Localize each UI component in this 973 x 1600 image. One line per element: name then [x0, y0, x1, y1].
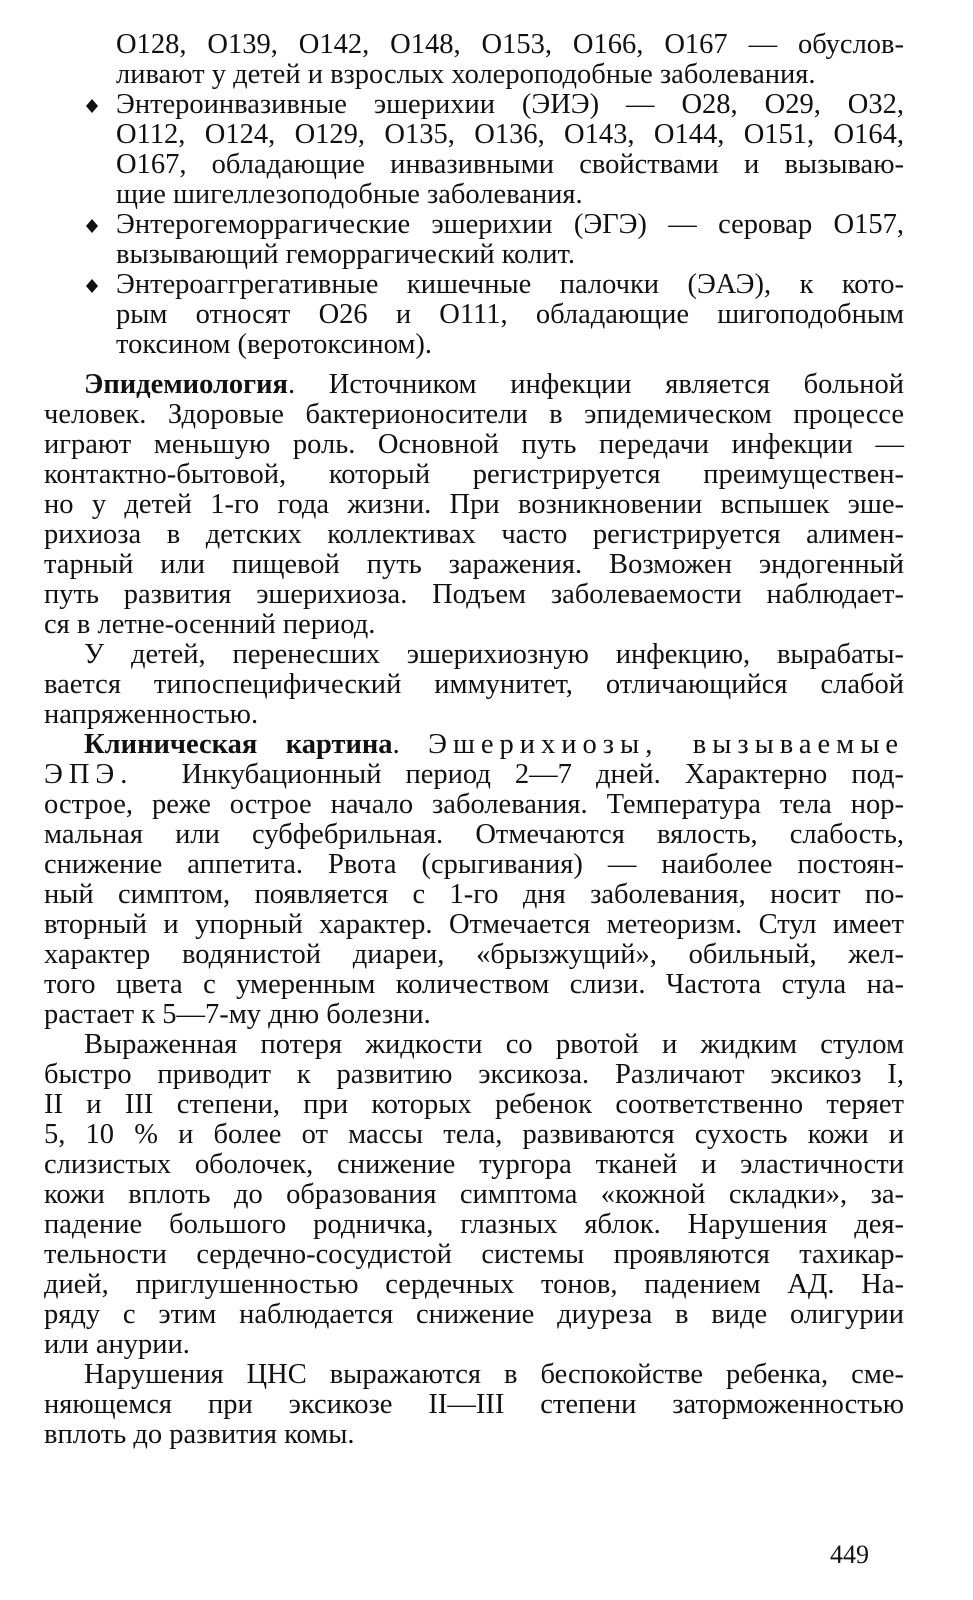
text-line: дией, приглушенностью сердечных тонов, падением АД. На-: [44, 1269, 904, 1300]
text-line: снижение аппетита. Рвота (срыгивания) — наиболее постоян-: [44, 849, 904, 880]
text-line: Энтероаггрегативные кишечные палочки (ЭАЭ), к кото-: [116, 269, 904, 300]
paragraph-clinical: [44, 730, 904, 1030]
text-line: напряженностью.: [44, 699, 259, 730]
section-heading-epidemiology: Эпидемиология: [84, 369, 288, 400]
text-line: контактно-бытовой, который регистрируется преимуществен-: [44, 459, 904, 490]
diamond-bullet-icon: [86, 90, 106, 113]
text-line: токсином (веротоксином).: [116, 329, 433, 360]
text-line: Выраженная потеря жидкости со рвотой и жидким стулом: [84, 1029, 904, 1060]
text-line: рым относят O26 и O111, обладающие шигоподобным: [116, 299, 904, 330]
text-line: O167, обладающие инвазивными свойствами и вызываю-: [116, 149, 904, 180]
text-line: . Источником инфекции является больной: [287, 369, 904, 400]
text-line: мальная или субфебрильная. Отмечаются вялость, слабость,: [44, 819, 904, 850]
text-line: человек. Здоровые бактерионосители в эпидемическом процессе: [44, 399, 904, 430]
text-line: но у детей 1-го года жизни. При возникновении вспышек эше-: [44, 489, 904, 520]
text-line: O112, O124, O129, O135, O136, O143, O144, O151, O164,: [116, 119, 904, 150]
text-line: ливают у детей и взрослых холероподобные заболевания.: [116, 59, 816, 90]
text-line: Энтероинвазивные эшерихии (ЭИЭ) — O28, O29, O32,: [116, 89, 904, 120]
text-line: ряду с этим наблюдается снижение диуреза в виде олигурии: [44, 1299, 904, 1330]
list-item: [44, 210, 904, 270]
text-line: [44, 760, 904, 790]
paragraph-epidemiology: [44, 370, 904, 640]
text-line: Инкубационный период 2—7 дней. Характерно под-: [181, 759, 905, 790]
paragraph-immunity: [44, 640, 904, 730]
text-line: тарный или пищевой путь заражения. Возможен эндогенный: [44, 549, 904, 580]
text-line: У детей, перенесших эшерихиозную инфекцию, вырабаты-: [84, 639, 904, 670]
text-line: щие шигеллезоподобные заболевания.: [116, 179, 583, 210]
text-line: слизистых оболочек, снижение тургора тканей и эластичности: [44, 1149, 904, 1180]
text-line: [44, 730, 904, 760]
text-line: вторный и упорный характер. Отмечается метеоризм. Стул имеет: [44, 909, 904, 940]
diamond-bullet-icon: [86, 210, 106, 233]
text-line: O128, O139, O142, O148, O153, O166, O167 — обуслов-: [116, 29, 904, 60]
text-line: вается типоспецифический иммунитет, отличающийся слабой: [44, 669, 904, 700]
text-line: путь развития эшерихиоза. Подъем заболеваемости наблюдает-: [44, 579, 904, 610]
diamond-bullet-icon: [86, 270, 106, 293]
text-line: вызывающий геморрагический колит.: [116, 239, 575, 270]
text-line: или анурии.: [44, 1329, 190, 1360]
paragraph-cns: [44, 1360, 904, 1450]
section-heading-clinical: Клиническая картина: [84, 729, 393, 760]
text-line: того цвета с умеренным количеством слизи. Частота стула на-: [44, 969, 904, 1000]
page-number: 449: [830, 1540, 869, 1569]
text-line: няющемся при эксикозе II—III степени заторможенностью: [44, 1389, 904, 1420]
list-item: [44, 90, 904, 210]
list-continuation: [44, 30, 904, 90]
text-line: [44, 370, 904, 400]
text-line: рихиоза в детских коллективах часто регистрируется алимен-: [44, 519, 904, 550]
text-line: вплоть до развития комы.: [44, 1419, 355, 1450]
text-line: быстро приводит к развитию эксикоза. Различают эксикоз I,: [44, 1059, 904, 1090]
text-line: характер водянистой диареи, «брызжущий», обильный, жел-: [44, 939, 904, 970]
text-line: ся в летне-осенний период.: [44, 609, 376, 640]
text-line: 5, 10 % и более от массы тела, развиваются сухость кожи и: [44, 1119, 904, 1150]
text-line: падение большого родничка, глазных яблок. Нарушения дея-: [44, 1209, 904, 1240]
text-line: растает к 5—7-му дню болезни.: [44, 999, 431, 1030]
text-line: играют меньшую роль. Основной путь передачи инфекции —: [44, 429, 904, 460]
text-line: ный симптом, появляется с 1-го дня заболевания, носит по-: [44, 879, 904, 910]
text-line: Энтерогеморрагические эшерихии (ЭГЭ) — серовар O157,: [116, 209, 904, 240]
text-line: Нарушения ЦНС выражаются в беспокойстве ребенка, сме-: [84, 1359, 904, 1390]
text-line: кожи вплоть до образования симптома «кожной складки», за-: [44, 1179, 904, 1210]
text-line: тельности сердечно-сосудистой системы проявляются тахикар-: [44, 1239, 904, 1270]
spaced-subheading: Эшерихиозы, вызываемые: [428, 729, 905, 760]
text-line: II и III степени, при которых ребенок соответственно теряет: [44, 1089, 904, 1120]
spaced-subheading: ЭПЭ.: [44, 759, 134, 790]
list-item: [44, 270, 904, 360]
paragraph-exsiccosis: [44, 1030, 904, 1360]
page-body: [44, 30, 904, 1450]
text-line: острое, реже острое начало заболевания. Температура тела нор-: [44, 789, 904, 820]
heading-punct: .: [392, 729, 429, 760]
